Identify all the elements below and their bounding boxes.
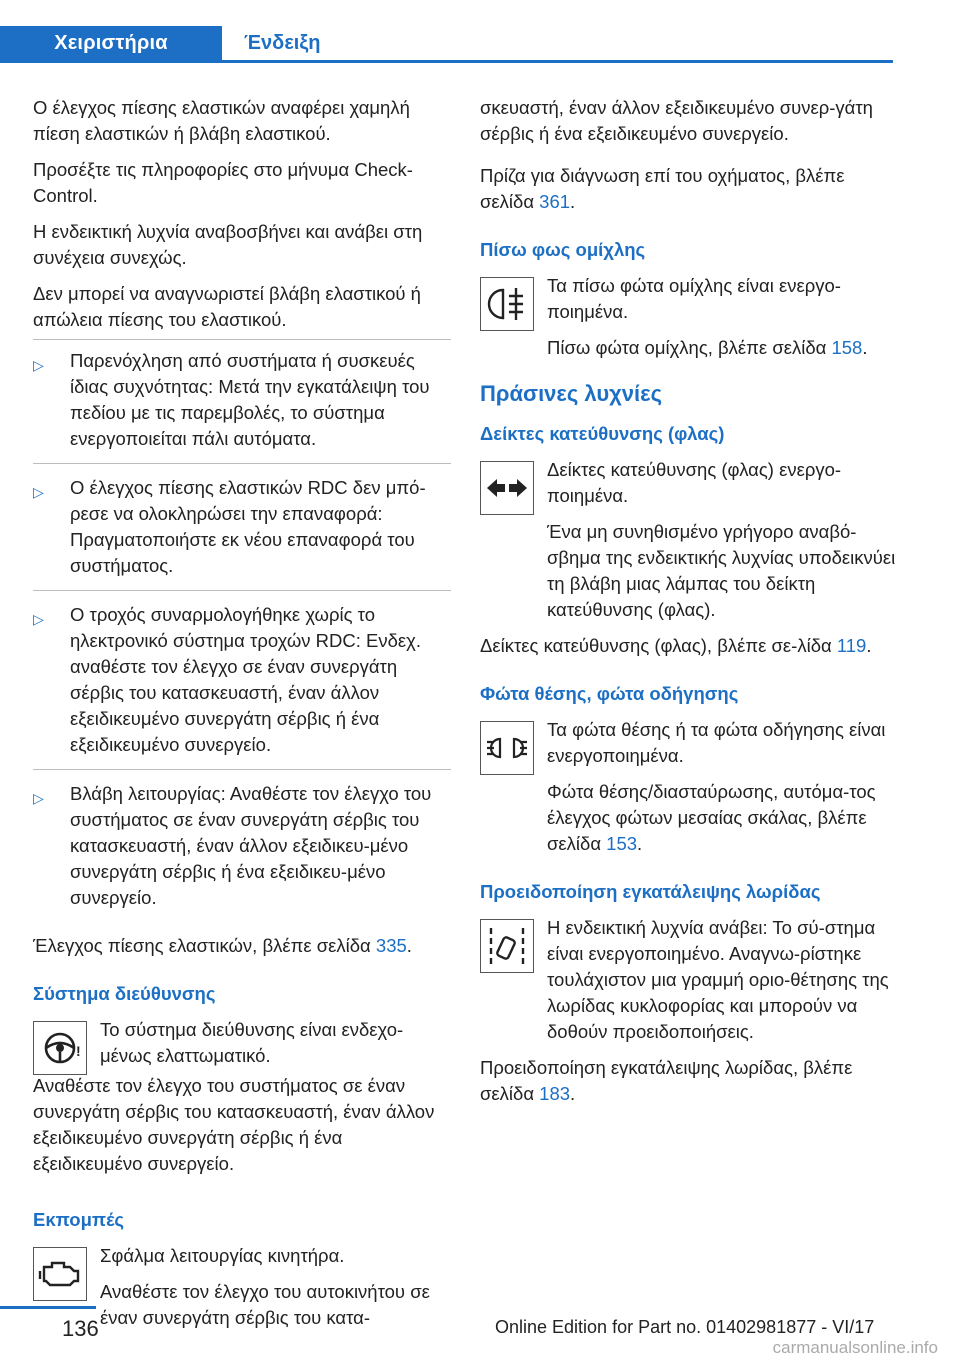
page-link[interactable]: 153 bbox=[606, 833, 638, 854]
page-reference: Πίσω φώτα ομίχλης, βλέπε σελίδα 158. bbox=[547, 337, 868, 358]
bullet-list bbox=[33, 339, 451, 922]
subsection-heading-turn: Δείκτες κατεύθυνσης (φλας) bbox=[480, 423, 725, 444]
page-reference: Προειδοποίηση εγκατάλειψης λωρίδας, βλέπε σελίδα 183. bbox=[480, 1057, 853, 1104]
paragraph: Σφάλμα λειτουργίας κινητήρα. bbox=[100, 1245, 345, 1266]
list-item: ▷ Βλάβη λειτουργίας: Αναθέστε τον έλεγχο του συστήματος σε έναν συνεργάτη σέρβις του κατασκευαστή, έναν άλλον εξειδικευ-μένο συνεργάτη σέρβις ή ένα εξειδικευ-μένο συνεργείο. bbox=[33, 783, 432, 908]
steering-block bbox=[33, 1017, 451, 1073]
edition-note: Online Edition for Part no. 01402981877 - VI/17 bbox=[495, 1317, 875, 1337]
turn-signal-icon bbox=[480, 461, 534, 515]
engine-icon bbox=[33, 1247, 87, 1301]
list-item: ▷ Ο τροχός συναρμολογήθηκε χωρίς το ηλεκτρονικό σύστημα τροχών RDC: Ενδεχ. αναθέστε τον έλεγχο σε έναν συνεργάτη σέρβις του κατασκευαστή, έναν άλλον εξειδικευμένο συνεργάτη σέρβις ή ένα εξειδικευμένο συνεργείο. bbox=[33, 602, 451, 770]
triangle-icon: ▷ bbox=[33, 611, 44, 627]
footer-divider bbox=[0, 1306, 96, 1309]
right-column bbox=[480, 95, 900, 1117]
page-reference: Έλεγχος πίεσης ελαστικών, βλέπε σελίδα 335. bbox=[33, 935, 412, 956]
position-lights-icon bbox=[480, 721, 534, 775]
paragraph: Τα φώτα θέσης ή τα φώτα οδήγησης είναι ενεργοποιημένα. bbox=[547, 719, 886, 766]
page-number: 136 bbox=[62, 1316, 99, 1341]
triangle-icon: ▷ bbox=[33, 357, 44, 373]
paragraph: Αναθέστε τον έλεγχο του συστήματος σε έναν συνεργάτη σέρβις του κατασκευαστή, έναν άλλον εξειδικευμένο συνεργάτη σέρβις ή ένα εξειδικευμένο συνεργείο. bbox=[33, 1075, 435, 1174]
header-bar bbox=[0, 0, 893, 60]
paragraph: Η ενδεικτική λυχνία αναβοσβήνει και ανάβει στη συνέχεια συνεχώς. bbox=[33, 221, 423, 268]
paragraph: σκευαστή, έναν άλλον εξειδικευμένο συνερ-γάτη σέρβις ή ένα εξειδικευμένο συνεργείο. bbox=[480, 97, 873, 144]
subsection-heading-position-lights: Φώτα θέσης, φώτα οδήγησης bbox=[480, 683, 739, 704]
steering-warning-icon bbox=[33, 1021, 87, 1075]
watermark: carmanualsonline.info bbox=[772, 1338, 938, 1357]
left-column bbox=[33, 95, 451, 1341]
paragraph: Δείκτες κατεύθυνσης (φλας) ενεργο-ποιημένα. bbox=[547, 459, 842, 506]
triangle-icon: ▷ bbox=[33, 790, 44, 806]
triangle-icon: ▷ bbox=[33, 484, 44, 500]
position-lights-block bbox=[480, 717, 900, 857]
page-reference: Φώτα θέσης/διασταύρωσης, αυτόμα-τος έλεγχος φώτων μεσαίας σκάλας, βλέπε σελίδα 153. bbox=[547, 781, 876, 854]
paragraph: Ένα μη συνηθισμένο γρήγορο αναβό-σβημα της ενδεικτικής λυχνίας υποδεικνύει τη βλάβη μιας λάμπας του δείκτη κατεύθυνσης (φλας). bbox=[547, 521, 896, 620]
paragraph: Η ενδεικτική λυχνία ανάβει: Το σύ-στημα είναι ενεργοποιημένο. Αναγνω-ρίστηκε τουλάχιστον μια γραμμή οριο-θέτησης της λωρίδας κυκλοφορίας και μπορούν να δοθούν προειδοποιήσεις. bbox=[547, 917, 889, 1042]
list-item: ▷ Παρενόχληση από συστήματα ή συσκευές ίδιας συχνότητας: Μετά την εγκατάλειψη του πεδίου με τις παρεμβολές, το σύστημα ενεργοποιείται πάλι αυτόματα. bbox=[33, 348, 451, 464]
section-heading-emissions: Εκπομπές bbox=[33, 1209, 125, 1230]
paragraph: Ο έλεγχος πίεσης ελαστικών αναφέρει χαμηλή πίεση ελαστικών ή βλάβη ελαστικού. bbox=[33, 97, 410, 144]
section-heading-steering: Σύστημα διεύθυνσης bbox=[33, 983, 216, 1004]
page-link[interactable]: 119 bbox=[836, 635, 867, 656]
page-link[interactable]: 158 bbox=[831, 337, 863, 358]
tab-controls[interactable]: Χειριστήρια bbox=[0, 26, 222, 60]
subsection-heading-lane-departure: Προειδοποίηση εγκατάλειψης λωρίδας bbox=[480, 881, 821, 902]
section-heading-rear-fog: Πίσω φως ομίχλης bbox=[480, 239, 646, 260]
page-link[interactable]: 183 bbox=[539, 1083, 571, 1104]
section-heading-green-lights: Πράσινες λυχνίες bbox=[480, 381, 663, 406]
paragraph: Προσέξτε τις πληροφορίες στο μήνυμα Check-Control. bbox=[33, 159, 413, 206]
rear-fog-light-icon bbox=[480, 277, 534, 331]
page-link[interactable]: 361 bbox=[539, 191, 571, 212]
page-link[interactable]: 335 bbox=[375, 935, 407, 956]
lane-departure-block bbox=[480, 915, 900, 1045]
page-reference: Πρίζα για διάγνωση επί του οχήματος, βλέπε σελίδα 361. bbox=[480, 165, 845, 212]
list-item: ▷ Ο έλεγχος πίεσης ελαστικών RDC δεν μπό-ρεσε να ολοκληρώσει την επαναφορά: Πραγματοποιήστε εκ νέου επαναφορά του συστήματος. bbox=[33, 475, 451, 591]
turn-signal-block bbox=[480, 457, 900, 623]
paragraph: Τα πίσω φώτα ομίχλης είναι ενεργο-ποιημένα. bbox=[547, 275, 841, 322]
rear-fog-block bbox=[480, 273, 900, 361]
page-reference: Δείκτες κατεύθυνσης (φλας), βλέπε σε-λίδα 119. bbox=[480, 635, 872, 656]
tab-display[interactable]: Ένδειξη bbox=[222, 26, 893, 60]
lane-departure-icon bbox=[480, 919, 534, 973]
svg-text:!: ! bbox=[76, 1043, 81, 1059]
paragraph: Αναθέστε τον έλεγχο του αυτοκινήτου σε έναν συνεργάτη σέρβις του κατα- bbox=[100, 1281, 430, 1328]
paragraph: Το σύστημα διεύθυνσης είναι ενδεχο-μένως ελαττωματικό. bbox=[100, 1019, 404, 1066]
header-divider bbox=[0, 60, 893, 63]
paragraph: Δεν μπορεί να αναγνωριστεί βλάβη ελαστικού ή απώλεια πίεσης του ελαστικού. bbox=[33, 283, 421, 330]
